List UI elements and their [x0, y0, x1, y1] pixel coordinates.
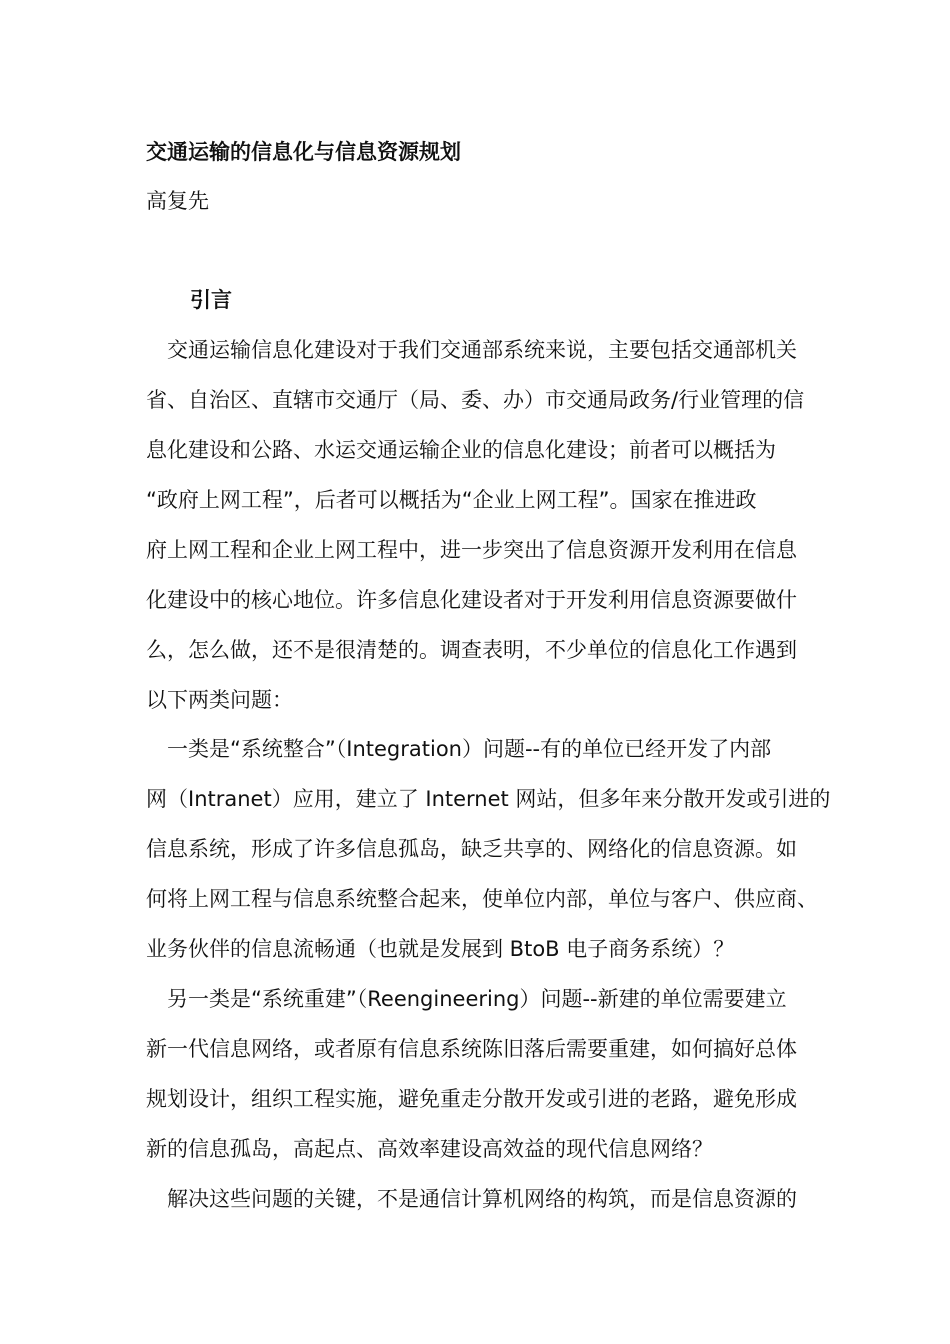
paragraph-line: 另一类是“系统重建”（Reengineering）问题--新建的单位需要建立: [146, 987, 787, 1011]
document-title: 交通运输的信息化与信息资源规划: [146, 140, 461, 164]
paragraph-line: 省、自治区、直辖市交通厅（局、委、办）市交通局政务/行业管理的信: [146, 388, 805, 412]
author-name: 高复先: [146, 189, 209, 213]
paragraph-line: 何将上网工程与信息系统整合起来，使单位内部，单位与客户、供应商、: [146, 887, 818, 911]
paragraph-line: 规划设计，组织工程实施，避免重走分散开发或引进的老路，避免形成: [146, 1087, 797, 1111]
paragraph-line: 府上网工程和企业上网工程中，进一步突出了信息资源开发利用在信息: [146, 538, 797, 562]
paragraph-line: 化建设中的核心地位。许多信息化建设者对于开发利用信息资源要做什: [146, 588, 797, 612]
paragraph-line: 一类是“系统整合”（Integration）问题--有的单位已经开发了内部: [146, 737, 772, 761]
paragraph-line: 信息系统，形成了许多信息孤岛，缺乏共享的、网络化的信息资源。如: [146, 837, 797, 861]
paragraph-line: 新一代信息网络，或者原有信息系统陈旧落后需要重建，如何搞好总体: [146, 1037, 797, 1061]
paragraph-line: 业务伙伴的信息流畅通（也就是发展到 BtoB 电子商务系统）？: [146, 937, 735, 961]
paragraph-line: 新的信息孤岛，高起点、高效率建设高效益的现代信息网络？: [146, 1137, 713, 1161]
paragraph-line: 解决这些问题的关键，不是通信计算机网络的构筑，而是信息资源的: [146, 1187, 797, 1211]
section-heading: 引言: [190, 288, 232, 312]
paragraph-line: 息化建设和公路、水运交通运输企业的信息化建设；前者可以概括为: [146, 438, 776, 462]
paragraph-line: 么，怎么做，还不是很清楚的。调查表明，不少单位的信息化工作遇到: [146, 638, 797, 662]
paragraph-line: 网（Intranet）应用，建立了 Internet 网站，但多年来分散开发或引进的: [146, 787, 831, 811]
paragraph-line: 以下两类问题：: [146, 688, 293, 712]
paragraph-line: “政府上网工程”，后者可以概括为“企业上网工程”。国家在推进政: [146, 488, 757, 512]
paragraph-line: 交通运输信息化建设对于我们交通部系统来说，主要包括交通部机关: [146, 338, 797, 362]
